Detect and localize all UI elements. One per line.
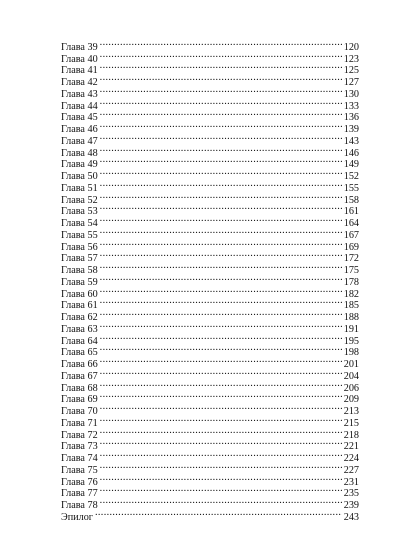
toc-dot-leader (100, 120, 342, 132)
toc-entry-page-number: 167 (343, 229, 359, 241)
toc-dot-leader (100, 50, 342, 62)
toc-dot-leader (100, 250, 342, 262)
toc-entry-page-number: 143 (343, 135, 359, 147)
toc-dot-leader (100, 38, 342, 50)
toc-entry-page-number: 146 (343, 147, 359, 159)
toc-entry-title: Глава 51 (61, 182, 98, 194)
toc-entry-title: Глава 53 (61, 206, 98, 218)
toc-entry-page-number: 164 (343, 218, 359, 229)
toc-dot-leader (95, 508, 342, 520)
toc-entry (61, 156, 359, 171)
toc-dot-leader (100, 367, 342, 379)
toc-entry-page-number: 139 (343, 124, 359, 135)
toc-entry-page-number: 227 (343, 464, 359, 476)
toc-dot-leader (100, 438, 342, 450)
toc-dot-leader (100, 402, 342, 414)
toc-entry (61, 62, 359, 77)
toc-entry (61, 496, 359, 511)
toc-entry (61, 179, 359, 194)
toc-entry-title: Глава 42 (61, 77, 98, 88)
toc-entry-page-number: 243 (343, 511, 359, 523)
toc-dot-leader (100, 414, 342, 426)
toc-entry-title: Глава 52 (61, 194, 98, 206)
toc-entry (61, 285, 359, 300)
toc-entry-page-number: 127 (343, 77, 359, 88)
toc-dot-leader (100, 203, 342, 215)
toc-entry-page-number: 195 (343, 335, 359, 347)
toc-entry-page-number: 185 (343, 300, 359, 312)
toc-entry-page-number: 221 (343, 441, 359, 453)
toc-entry-title: Глава 71 (61, 417, 98, 429)
toc-entry (61, 414, 359, 429)
toc-entry (61, 50, 359, 65)
toc-entry (61, 402, 359, 417)
toc-entry (61, 97, 359, 112)
toc-entry (61, 355, 359, 370)
toc-entry (61, 332, 359, 347)
toc-entry-page-number: 209 (343, 394, 359, 406)
toc-dot-leader (100, 238, 342, 250)
toc-entry-page-number: 161 (343, 206, 359, 218)
toc-entry (61, 109, 359, 124)
toc-entry-page-number: 178 (343, 276, 359, 288)
toc-dot-leader (100, 473, 342, 485)
toc-entry-title: Глава 46 (61, 124, 98, 135)
toc-dot-leader (100, 132, 342, 144)
toc-entry-page-number: 215 (343, 417, 359, 429)
toc-entry-page-number: 224 (343, 453, 359, 464)
toc-entry-title: Глава 54 (61, 218, 98, 229)
toc-entry (61, 167, 359, 182)
toc-entry-title: Глава 47 (61, 135, 98, 147)
toc-dot-leader (100, 297, 342, 309)
toc-entry (61, 120, 359, 135)
toc-entry-title: Глава 43 (61, 88, 98, 100)
toc-dot-leader (100, 461, 342, 473)
toc-entry-title: Глава 63 (61, 323, 98, 335)
toc-entry-title: Глава 59 (61, 276, 98, 288)
toc-entry-page-number: 218 (343, 429, 359, 441)
toc-entry (61, 308, 359, 323)
toc-dot-leader (100, 426, 342, 438)
toc-dot-leader (100, 179, 342, 191)
toc-entry-title: Глава 40 (61, 53, 98, 65)
toc-entry-page-number: 123 (343, 53, 359, 65)
toc-entry (61, 238, 359, 253)
toc-entry-title: Глава 69 (61, 394, 98, 406)
toc-entry (61, 144, 359, 159)
toc-entry (61, 344, 359, 359)
toc-entry (61, 214, 359, 229)
toc-entry-page-number: 175 (343, 265, 359, 276)
toc-dot-leader (100, 485, 342, 497)
toc-entry (61, 191, 359, 206)
toc-dot-leader (100, 285, 342, 297)
toc-dot-leader (100, 379, 342, 391)
table-of-contents (61, 38, 359, 523)
toc-entry-title: Глава 78 (61, 500, 98, 511)
toc-entry (61, 85, 359, 100)
toc-entry (61, 473, 359, 488)
toc-entry-title: Глава 62 (61, 312, 98, 323)
toc-entry-title: Глава 44 (61, 100, 98, 112)
toc-entry-title: Глава 76 (61, 476, 98, 488)
toc-entry-page-number: 155 (343, 182, 359, 194)
toc-entry (61, 261, 359, 276)
toc-entry (61, 203, 359, 218)
toc-entry (61, 297, 359, 312)
toc-entry-page-number: 213 (343, 406, 359, 417)
toc-entry-page-number: 120 (343, 41, 359, 53)
toc-entry (61, 438, 359, 453)
toc-entry-title: Глава 58 (61, 265, 98, 276)
toc-entry-title: Глава 48 (61, 147, 98, 159)
toc-dot-leader (100, 273, 342, 285)
toc-entry-title: Глава 57 (61, 253, 98, 265)
toc-entry-page-number: 136 (343, 112, 359, 124)
toc-entry-title: Глава 70 (61, 406, 98, 417)
toc-entry-title: Глава 68 (61, 382, 98, 394)
toc-dot-leader (100, 496, 342, 508)
toc-entry-page-number: 172 (343, 253, 359, 265)
toc-entry-page-number: 198 (343, 347, 359, 359)
toc-entry-title: Глава 67 (61, 370, 98, 382)
toc-entry-page-number: 169 (343, 241, 359, 253)
toc-entry-title: Глава 75 (61, 464, 98, 476)
toc-dot-leader (100, 261, 342, 273)
toc-entry (61, 273, 359, 288)
toc-dot-leader (100, 344, 342, 356)
toc-dot-leader (100, 320, 342, 332)
toc-entry (61, 379, 359, 394)
toc-entry (61, 132, 359, 147)
toc-entry-page-number: 231 (343, 476, 359, 488)
toc-entry (61, 367, 359, 382)
toc-dot-leader (100, 156, 342, 168)
toc-entry (61, 508, 359, 523)
toc-dot-leader (100, 355, 342, 367)
toc-dot-leader (100, 391, 342, 403)
toc-dot-leader (100, 214, 342, 226)
toc-dot-leader (100, 191, 342, 203)
toc-entry (61, 73, 359, 88)
toc-entry-page-number: 133 (343, 100, 359, 112)
toc-entry-page-number: 239 (343, 500, 359, 511)
toc-dot-leader (100, 97, 342, 109)
toc-entry-page-number: 149 (343, 159, 359, 171)
toc-dot-leader (100, 73, 342, 85)
toc-entry (61, 250, 359, 265)
toc-entry-page-number: 158 (343, 194, 359, 206)
toc-entry-page-number: 182 (343, 288, 359, 300)
toc-entry-title: Глава 56 (61, 241, 98, 253)
toc-dot-leader (100, 144, 342, 156)
toc-entry-title: Глава 77 (61, 488, 98, 500)
toc-entry (61, 320, 359, 335)
toc-entry (61, 461, 359, 476)
toc-entry-page-number: 204 (343, 370, 359, 382)
toc-entry-title: Глава 73 (61, 441, 98, 453)
toc-entry (61, 449, 359, 464)
toc-entry-title: Глава 61 (61, 300, 98, 312)
toc-entry-title: Глава 66 (61, 359, 98, 370)
toc-dot-leader (100, 308, 342, 320)
toc-entry (61, 391, 359, 406)
toc-entry-title: Глава 45 (61, 112, 98, 124)
toc-entry-page-number: 235 (343, 488, 359, 500)
toc-entry-page-number: 201 (343, 359, 359, 370)
toc-dot-leader (100, 109, 342, 121)
toc-entry-page-number: 188 (343, 312, 359, 323)
toc-dot-leader (100, 332, 342, 344)
toc-entry (61, 226, 359, 241)
toc-entry-title: Глава 50 (61, 171, 98, 182)
toc-entry-title: Глава 41 (61, 65, 98, 77)
toc-entry-page-number: 191 (343, 323, 359, 335)
toc-entry-title: Глава 65 (61, 347, 98, 359)
toc-entry (61, 426, 359, 441)
toc-dot-leader (100, 449, 342, 461)
toc-dot-leader (100, 62, 342, 74)
toc-entry-page-number: 130 (343, 88, 359, 100)
toc-dot-leader (100, 226, 342, 238)
toc-dot-leader (100, 167, 342, 179)
toc-entry (61, 38, 359, 53)
toc-entry-title: Глава 64 (61, 335, 98, 347)
toc-entry (61, 485, 359, 500)
toc-entry-title: Глава 39 (61, 41, 98, 53)
toc-entry-title: Глава 49 (61, 159, 98, 171)
toc-entry-title: Глава 60 (61, 288, 98, 300)
toc-entry-title: Глава 74 (61, 453, 98, 464)
toc-dot-leader (100, 85, 342, 97)
toc-entry-page-number: 152 (343, 171, 359, 182)
toc-entry-title: Глава 55 (61, 229, 98, 241)
toc-entry-page-number: 125 (343, 65, 359, 77)
toc-entry-title: Эпилог (61, 511, 93, 523)
toc-entry-page-number: 206 (343, 382, 359, 394)
toc-entry-title: Глава 72 (61, 429, 98, 441)
